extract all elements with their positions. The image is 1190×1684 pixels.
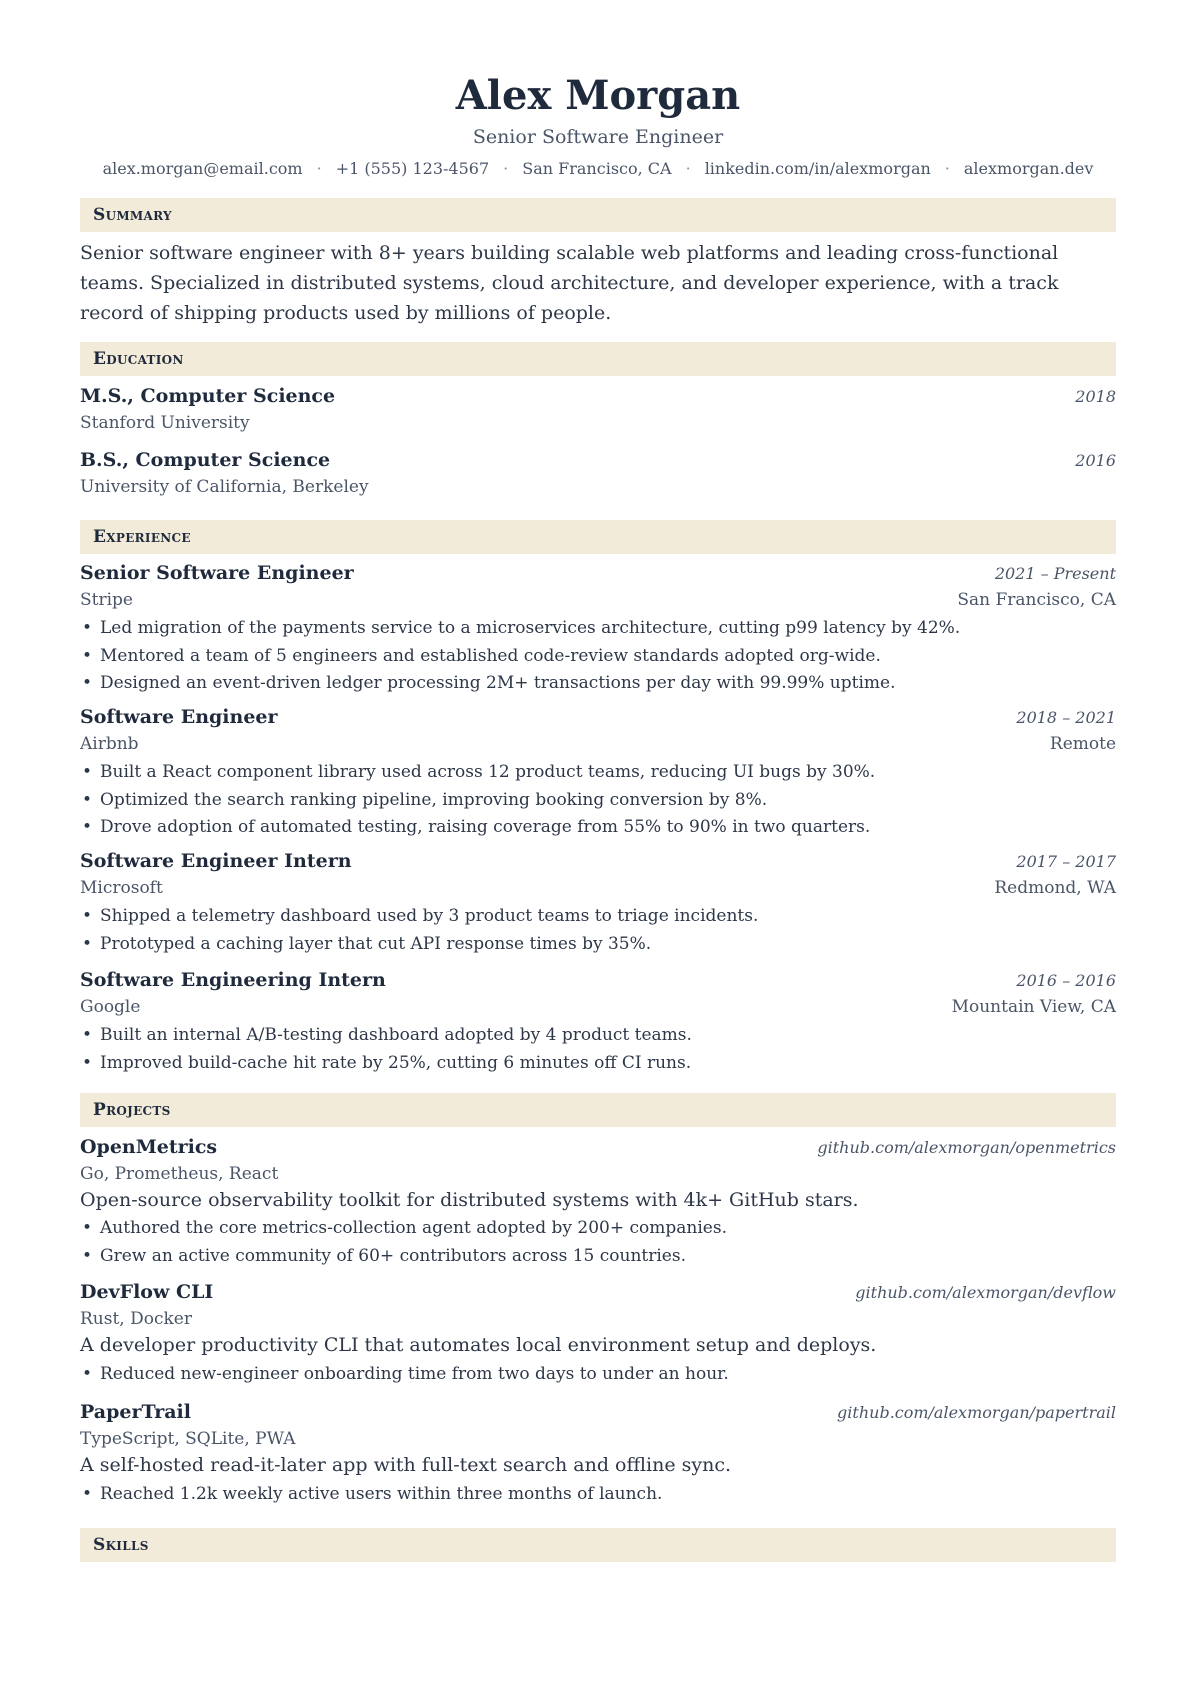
education-year: 2016	[1075, 451, 1116, 470]
experience-dates: 2018 – 2021	[1016, 708, 1116, 727]
experience-role: Software Engineer Intern	[80, 850, 352, 872]
list-item: • Built an internal A/B-testing dashboard adopted by 4 product teams.	[80, 1022, 1116, 1050]
candidate-name: Alex Morgan	[455, 72, 741, 119]
list-item: • Reached 1.2k weekly active users within three months of launch.	[80, 1481, 1116, 1509]
section-heading-summary: Summary	[80, 198, 1116, 232]
education-year: 2018	[1075, 387, 1116, 406]
section-heading-projects: Projects	[80, 1093, 1116, 1127]
contact-website[interactable]: alexmorgan.dev	[963, 159, 1094, 178]
list-item: • Built a React component library used across 12 product teams, reducing UI bugs by 30%.	[80, 759, 1116, 787]
project-description: A self-hosted read-it-later app with full-text search and offline sync.	[80, 1454, 732, 1476]
experience-bullets	[80, 1022, 1116, 1077]
project-name: PaperTrail	[80, 1401, 191, 1423]
list-item: • Optimized the search ranking pipeline, improving booking conversion by 8%.	[80, 787, 1116, 815]
list-item: • Led migration of the payments service to a microservices architecture, cutting p99 latency by 42%.	[80, 615, 1116, 643]
list-item: • Improved build-cache hit rate by 25%, cutting 6 minutes off CI runs.	[80, 1050, 1116, 1078]
education-degree: B.S., Computer Science	[80, 449, 331, 471]
experience-location: Redmond, WA	[994, 878, 1116, 898]
experience-role: Senior Software Engineer	[80, 562, 354, 584]
section-heading-experience: Experience	[80, 520, 1116, 554]
list-item: • Authored the core metrics-collection agent adopted by 200+ companies.	[80, 1215, 1116, 1243]
list-item: • Mentored a team of 5 engineers and established code-review standards adopted org-wide.	[80, 643, 1116, 671]
contact-line	[80, 158, 1116, 180]
experience-company: Stripe	[80, 590, 133, 610]
project-link[interactable]: github.com/alexmorgan/openmetrics	[817, 1138, 1116, 1157]
section-heading-education: Education	[80, 342, 1116, 376]
experience-bullets	[80, 759, 1116, 842]
experience-bullets	[80, 903, 1116, 958]
project-description: A developer productivity CLI that automates local environment setup and deploys.	[80, 1334, 877, 1356]
education-degree: M.S., Computer Science	[80, 385, 336, 407]
experience-dates: 2016 – 2016	[1016, 971, 1116, 990]
project-name: DevFlow CLI	[80, 1281, 214, 1303]
list-item: • Prototyped a caching layer that cut API response times by 35%.	[80, 931, 1116, 959]
project-bullets	[80, 1481, 1116, 1509]
experience-company: Microsoft	[80, 878, 163, 898]
candidate-title: Senior Software Engineer	[472, 126, 724, 148]
project-link[interactable]: github.com/alexmorgan/devflow	[855, 1283, 1116, 1302]
section-heading-skills: Skills	[80, 1528, 1116, 1562]
contact-separator: ·	[316, 159, 322, 178]
experience-company: Airbnb	[80, 734, 139, 754]
experience-role: Software Engineer	[80, 706, 278, 728]
summary-text: Senior software engineer with 8+ years building scalable web platforms and leading cross-functional teams. Specialized in distributed systems, cloud architecture, and developer experience, with a track record of shipping products used by millions of people.	[80, 242, 1059, 324]
project-stack: Go, Prometheus, React	[80, 1164, 279, 1184]
experience-dates: 2021 – Present	[994, 564, 1116, 583]
contact-separator: ·	[503, 159, 509, 178]
contact-location: San Francisco, CA	[522, 159, 672, 178]
contact-separator: ·	[944, 159, 950, 178]
project-bullets	[80, 1215, 1116, 1270]
experience-location: Remote	[1049, 734, 1116, 754]
contact-separator: ·	[685, 159, 691, 178]
list-item: • Reduced new-engineer onboarding time from two days to under an hour.	[80, 1361, 1116, 1389]
list-item: • Shipped a telemetry dashboard used by 3 product teams to triage incidents.	[80, 903, 1116, 931]
contact-phone[interactable]: +1 (555) 123-4567	[335, 159, 490, 178]
list-item: • Grew an active community of 60+ contributors across 15 countries.	[80, 1243, 1116, 1271]
project-description: Open-source observability toolkit for distributed systems with 4k+ GitHub stars.	[80, 1189, 859, 1211]
experience-location: San Francisco, CA	[957, 590, 1116, 610]
contact-email[interactable]: alex.morgan@email.com	[102, 159, 303, 178]
project-bullets	[80, 1361, 1116, 1389]
experience-company: Google	[80, 997, 141, 1017]
experience-role: Software Engineering Intern	[80, 969, 386, 991]
experience-bullets	[80, 615, 1116, 698]
project-link[interactable]: github.com/alexmorgan/papertrail	[837, 1403, 1116, 1422]
list-item: • Designed an event-driven ledger processing 2M+ transactions per day with 99.99% uptime.	[80, 670, 1116, 698]
project-stack: Rust, Docker	[80, 1309, 192, 1329]
project-name: OpenMetrics	[80, 1136, 218, 1158]
experience-location: Mountain View, CA	[951, 997, 1116, 1017]
education-school: University of California, Berkeley	[80, 477, 369, 497]
project-stack: TypeScript, SQLite, PWA	[80, 1429, 296, 1449]
list-item: • Drove adoption of automated testing, raising coverage from 55% to 90% in two quarters.	[80, 814, 1116, 842]
contact-linkedin[interactable]: linkedin.com/in/alexmorgan	[704, 159, 931, 178]
education-school: Stanford University	[80, 413, 250, 433]
experience-dates: 2017 – 2017	[1016, 852, 1116, 871]
